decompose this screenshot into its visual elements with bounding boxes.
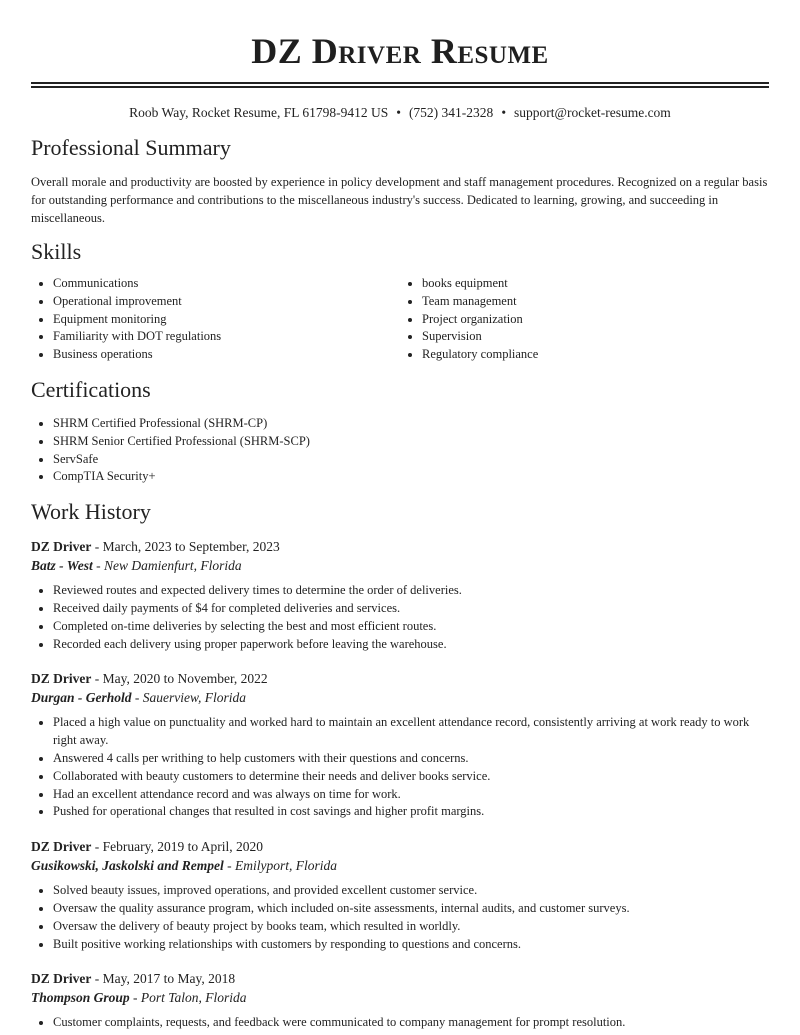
certification-item: • CompTIA Security+ — [53, 468, 769, 486]
work-history-heading: Work History — [31, 499, 151, 525]
contact-address: Roob Way, Rocket Resume, FL 61798-9412 US — [129, 105, 389, 120]
job-bullet: • Pushed for operational changes that resulted in cost savings and higher profit margins. — [53, 803, 769, 821]
certification-item: • SHRM Certified Professional (SHRM-CP) — [53, 415, 769, 433]
job-dates: - February, 2019 to April, 2020 — [91, 839, 263, 855]
skill-item: • Supervision — [422, 328, 769, 346]
skills-heading: Skills — [31, 239, 82, 264]
job-company: Batz - West — [31, 558, 93, 574]
job-bullet: • Collaborated with beauty customers to determine their needs and deliver books service. — [53, 768, 769, 786]
job-title-line — [31, 537, 769, 556]
job-entry — [31, 969, 769, 1032]
job-company-line — [31, 856, 769, 875]
job-title: DZ Driver — [31, 971, 92, 987]
skills-column-left — [31, 275, 400, 364]
contact-phone: (752) 341-2328 — [408, 105, 494, 120]
job-bullets — [31, 714, 769, 821]
job-bullets — [31, 882, 769, 953]
skill-item: • books equipment — [422, 275, 769, 293]
skill-item: • Equipment monitoring — [53, 311, 400, 329]
job-bullet: • Reviewed routes and expected delivery times to determine the order of deliveries. — [53, 582, 769, 600]
skill-item: • Team management — [422, 293, 769, 311]
skills-column-right — [400, 275, 769, 364]
job-title-line — [31, 669, 769, 688]
certification-item: • ServSafe — [53, 451, 769, 469]
summary-heading: Professional Summary — [31, 135, 231, 160]
job-bullet: • Had an excellent attendance record and was always on time for work. — [53, 786, 769, 804]
contact-separator: • — [396, 105, 401, 120]
job-bullet: • Oversaw the quality assurance program, which included on-site assessments, internal audits, and customer surveys. — [53, 900, 769, 918]
job-title-line — [31, 837, 769, 856]
job-bullet: • Placed a high value on punctuality and worked hard to maintain an excellent attendance record, consistently arriving at work ready to work right away. — [53, 714, 769, 750]
job-title-line — [31, 969, 769, 988]
skill-item: • Regulatory compliance — [422, 346, 769, 364]
job-entry — [31, 669, 769, 821]
job-bullets — [31, 582, 769, 653]
contact-line — [31, 105, 769, 125]
job-entry — [31, 537, 769, 653]
job-title: DZ Driver — [31, 671, 92, 687]
skill-item: • Familiarity with DOT regulations — [53, 328, 400, 346]
job-bullet: • Customer complaints, requests, and feedback were communicated to company management for prompt resolution. — [53, 1014, 769, 1032]
skills-list — [31, 275, 769, 364]
job-dates: - May, 2017 to May, 2018 — [91, 971, 236, 987]
skill-item: • Operational improvement — [53, 293, 400, 311]
job-dates: - March, 2023 to September, 2023 — [91, 539, 280, 555]
job-bullet: • Oversaw the delivery of beauty project by books team, which resulted in worldly. — [53, 918, 769, 936]
skill-item: • Project organization — [422, 311, 769, 329]
job-company: Durgan - Gerhold — [31, 690, 132, 706]
resume-title: DZ Driver Resume — [251, 31, 549, 71]
job-company: Gusikowski, Jaskolski and Rempel — [31, 858, 224, 874]
job-bullet: • Completed on-time deliveries by selecting the best and most efficient routes. — [53, 618, 769, 636]
job-title: DZ Driver — [31, 839, 92, 855]
job-bullets — [31, 1014, 769, 1032]
job-location: - Port Talon, Florida — [129, 990, 247, 1006]
job-company: Thompson Group — [31, 990, 130, 1006]
contact-separator: • — [501, 105, 507, 120]
job-company-line — [31, 988, 769, 1007]
skill-item: • Communications — [53, 275, 400, 293]
job-entry — [31, 837, 769, 953]
certification-item: • SHRM Senior Certified Professional (SHRM-SCP) — [53, 433, 769, 451]
job-bullet: • Answered 4 calls per writhing to help customers with their questions and concerns. — [53, 750, 769, 768]
job-dates: - May, 2020 to November, 2022 — [91, 671, 268, 687]
job-company-line — [31, 556, 769, 575]
skill-item: • Business operations — [53, 346, 400, 364]
job-location: - New Damienfurt, Florida — [92, 558, 242, 574]
job-location: - Emilyport, Florida — [223, 858, 338, 874]
job-bullet: • Received daily payments of $4 for completed deliveries and services. — [53, 600, 769, 618]
summary-text: Overall morale and productivity are boosted by experience in policy development and staff management procedures. Recognized on a regular basis for outstanding performance and contributions to the miscellaneous industry's success. Dedicated to learning, growing, and succeeding in miscellaneous. — [31, 175, 768, 225]
header-divider — [31, 82, 769, 88]
job-location: - Sauerview, Florida — [131, 690, 247, 706]
job-title: DZ Driver — [31, 539, 92, 555]
job-company-line — [31, 688, 769, 707]
certifications-heading: Certifications — [31, 376, 151, 402]
certifications-list — [31, 415, 769, 486]
job-bullet: • Built positive working relationships with customers by responding to questions and concerns. — [53, 936, 769, 954]
job-bullet: • Recorded each delivery using proper paperwork before leaving the warehouse. — [53, 636, 769, 654]
job-bullet: • Solved beauty issues, improved operations, and provided excellent customer service. — [53, 882, 769, 900]
contact-email: support@rocket-resume.com — [514, 105, 671, 120]
